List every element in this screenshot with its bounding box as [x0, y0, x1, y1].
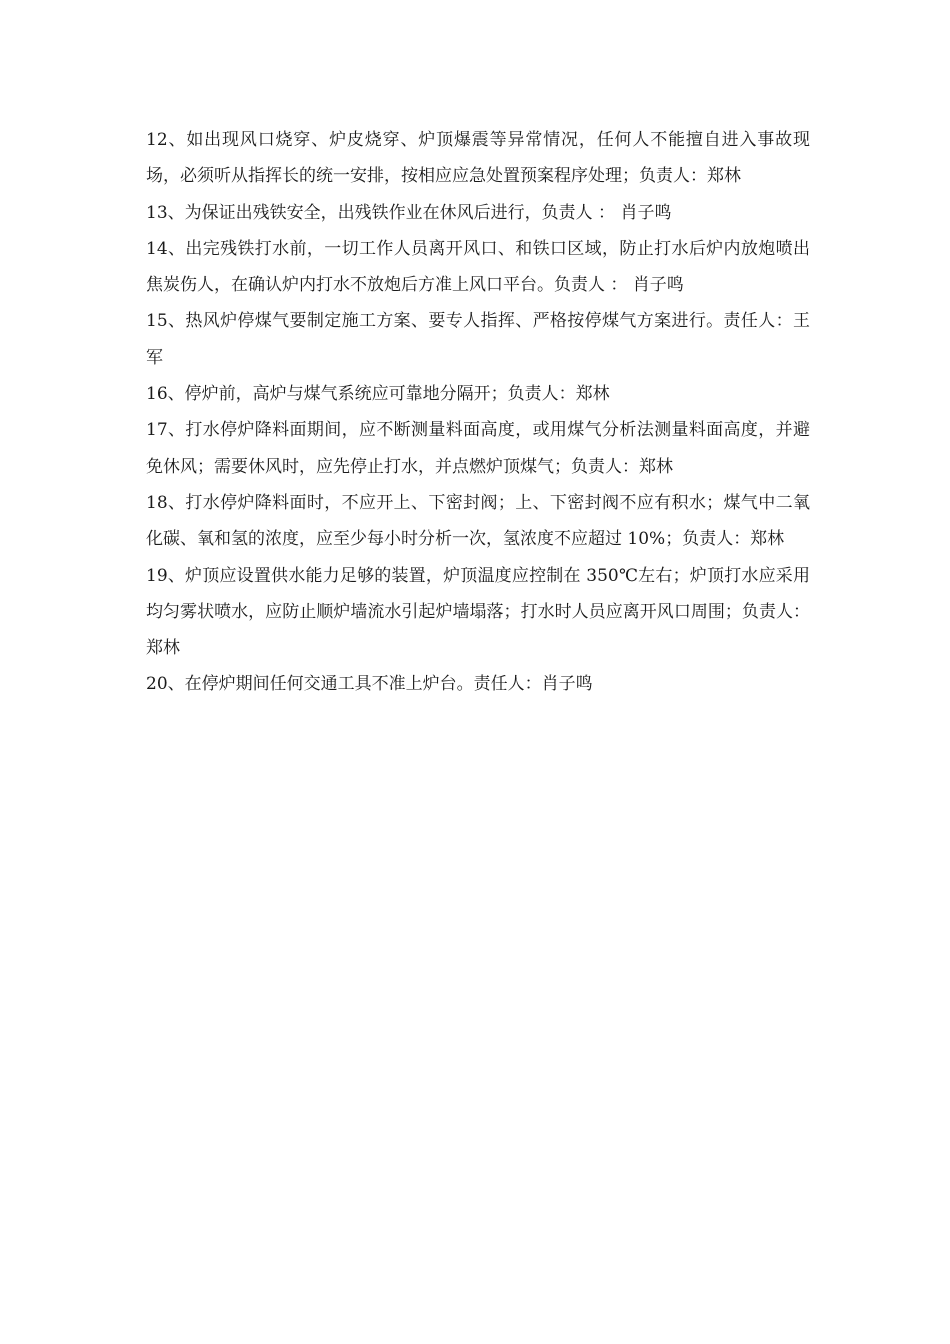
- paragraph-item-20: 20、在停炉期间任何交通工具不准上炉台。责任人：肖子鸣: [146, 674, 593, 695]
- paragraph-item-12: 12、如出现风口烧穿、炉皮烧穿、炉顶爆震等异常情况，任何人不能擅自进入事故现场，必须听从指挥长的统一安排，按相应应急处置预案程序处理；负责人：郑林: [146, 130, 810, 187]
- paragraph-item-15: 15、热风炉停煤气要制定施工方案、要专人指挥、严格按停煤气方案进行。责任人：王军: [146, 311, 810, 368]
- paragraph-item-17: 17、打水停炉降料面期间，应不断测量料面高度，或用煤气分析法测量料面高度，并避免休风；需要休风时，应先停止打水，并点燃炉顶煤气；负责人：郑林: [146, 420, 810, 477]
- paragraph-item-19: 19、炉顶应设置供水能力足够的装置，炉顶温度应控制在 350℃左右；炉顶打水应采用均匀雾状喷水，应防止顺炉墙流水引起炉墙塌落；打水时人员应离开风口周围；负责人：郑林: [146, 565, 810, 659]
- paragraph-item-16: 16、停炉前，高炉与煤气系统应可靠地分隔开；负责人：郑林: [146, 384, 610, 405]
- paragraph-item-14: 14、出完残铁打水前，一切工作人员离开风口、和铁口区域，防止打水后炉内放炮喷出焦炭伤人，在确认炉内打水不放炮后方准上风口平台。负责人 ： 肖子鸣: [146, 238, 810, 296]
- paragraph-item-18: 18、打水停炉降料面时，不应开上、下密封阀；上、下密封阀不应有积水；煤气中二氧化碳、氧和氢的浓度，应至少每小时分析一次，氢浓度不应超过 10%；负责人：郑林: [146, 492, 810, 550]
- paragraph-item-13: 13、为保证出残铁安全，出残铁作业在休风后进行，负责人 ： 肖子鸣: [146, 202, 672, 223]
- document-body: [146, 122, 810, 703]
